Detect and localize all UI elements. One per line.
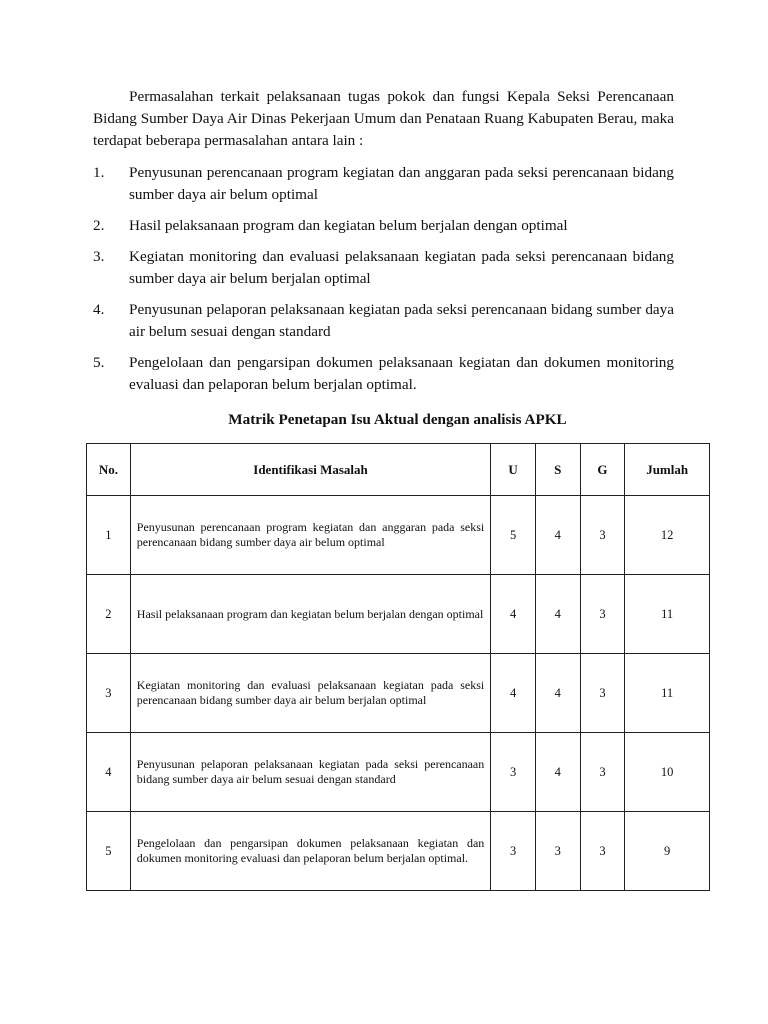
table-title: Matrik Penetapan Isu Aktual dengan analisis APKL	[228, 411, 567, 428]
cell-desc: Hasil pelaksanaan program dan kegiatan belum berjalan dengan optimal	[130, 575, 490, 654]
apkl-matrix-table	[86, 443, 710, 891]
cell-u: 4	[491, 654, 536, 733]
problem-list	[93, 162, 674, 405]
table-header-row	[87, 444, 710, 496]
table-row	[87, 733, 710, 812]
list-item-text: Pengelolaan dan pengarsipan dokumen pelaksanaan kegiatan dan dokumen monitoring evaluasi dan pelaporan belum berjalan optimal.	[129, 354, 674, 393]
cell-g: 3	[580, 733, 625, 812]
list-item	[93, 162, 674, 206]
cell-s: 3	[535, 812, 580, 891]
list-item	[93, 299, 674, 343]
cell-u: 4	[491, 575, 536, 654]
cell-jumlah: 11	[625, 575, 710, 654]
list-item-text: Hasil pelaksanaan program dan kegiatan belum berjalan dengan optimal	[129, 217, 568, 234]
table-row	[87, 575, 710, 654]
cell-u: 3	[491, 812, 536, 891]
cell-s: 4	[535, 496, 580, 575]
table-row	[87, 654, 710, 733]
cell-s: 4	[535, 733, 580, 812]
cell-no: 4	[87, 733, 131, 812]
list-item	[93, 352, 674, 396]
cell-no: 2	[87, 575, 131, 654]
cell-g: 3	[580, 575, 625, 654]
cell-no: 3	[87, 654, 131, 733]
cell-u: 3	[491, 733, 536, 812]
list-item-text: Kegiatan monitoring dan evaluasi pelaksanaan kegiatan pada seksi perencanaan bidang sumber daya air belum berjalan optimal	[129, 248, 674, 287]
list-item-number: 1.	[93, 164, 105, 181]
cell-no: 1	[87, 496, 131, 575]
cell-g: 3	[580, 496, 625, 575]
cell-s: 4	[535, 654, 580, 733]
table-row	[87, 812, 710, 891]
cell-desc: Kegiatan monitoring dan evaluasi pelaksanaan kegiatan pada seksi perencanaan bidang sumber daya air belum berjalan optimal	[130, 654, 490, 733]
cell-desc: Penyusunan pelaporan pelaksanaan kegiatan pada seksi perencanaan bidang sumber daya air belum sesuai dengan standard	[130, 733, 490, 812]
cell-jumlah: 11	[625, 654, 710, 733]
header-identifikasi-masalah: Identifikasi Masalah	[130, 444, 490, 496]
cell-s: 4	[535, 575, 580, 654]
cell-g: 3	[580, 654, 625, 733]
cell-no: 5	[87, 812, 131, 891]
list-item-number: 3.	[93, 248, 105, 265]
list-item	[93, 215, 674, 237]
cell-desc: Pengelolaan dan pengarsipan dokumen pelaksanaan kegiatan dan dokumen monitoring evaluasi dan pelaporan belum berjalan optimal.	[130, 812, 490, 891]
header-jumlah: Jumlah	[625, 444, 710, 496]
list-item-text: Penyusunan perencanaan program kegiatan dan anggaran pada seksi perencanaan bidang sumber daya air belum optimal	[129, 164, 674, 203]
cell-u: 5	[491, 496, 536, 575]
list-item-number: 5.	[93, 354, 105, 371]
list-item-number: 4.	[93, 301, 105, 318]
cell-desc: Penyusunan perencanaan program kegiatan dan anggaran pada seksi perencanaan bidang sumber daya air belum optimal	[130, 496, 490, 575]
header-g: G	[580, 444, 625, 496]
cell-jumlah: 9	[625, 812, 710, 891]
cell-g: 3	[580, 812, 625, 891]
cell-jumlah: 12	[625, 496, 710, 575]
header-u: U	[491, 444, 536, 496]
header-no: No.	[87, 444, 131, 496]
cell-jumlah: 10	[625, 733, 710, 812]
list-item-number: 2.	[93, 217, 105, 234]
intro-paragraph: Permasalahan terkait pelaksanaan tugas pokok dan fungsi Kepala Seksi Perencanaan Bidang Sumber Daya Air Dinas Pekerjaan Umum dan Penataan Ruang Kabupaten Berau, maka terdapat beberapa permasalahan antara lain :	[93, 88, 674, 149]
list-item	[93, 246, 674, 290]
list-item-text: Penyusunan pelaporan pelaksanaan kegiatan pada seksi perencanaan bidang sumber daya air belum sesuai dengan standard	[129, 301, 674, 340]
header-s: S	[535, 444, 580, 496]
table-row	[87, 496, 710, 575]
